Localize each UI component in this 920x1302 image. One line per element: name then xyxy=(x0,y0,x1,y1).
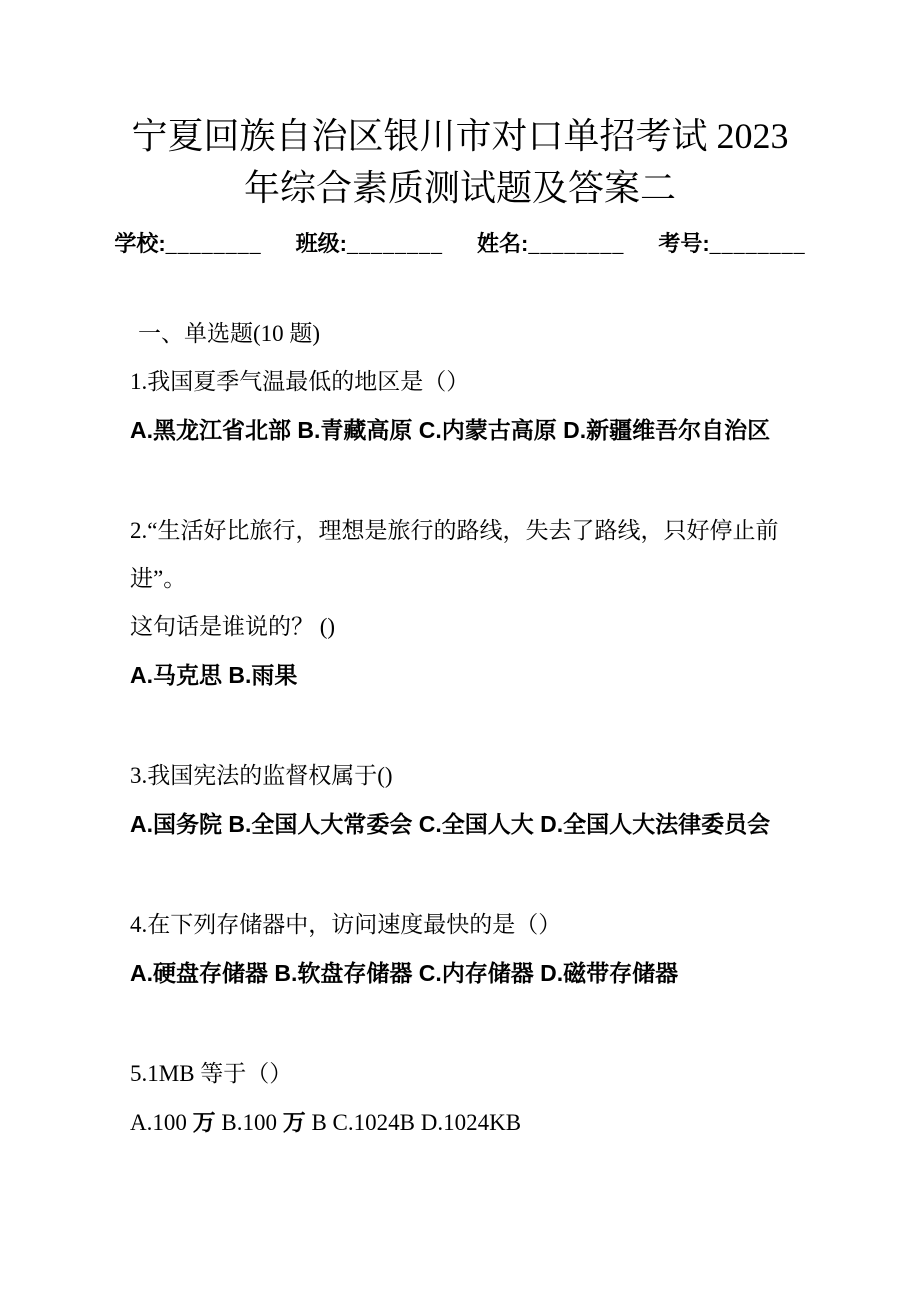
question-4-text: 4.在下列存储器中，访问速度最快的是（） xyxy=(130,912,562,937)
question-5 xyxy=(130,1050,790,1147)
question-5-text: 5.1MB 等于（） xyxy=(130,1061,293,1086)
document-title-line-1: 宁夏回族自治区银川市对口单招考试 2023 xyxy=(131,116,789,156)
question-1-options xyxy=(130,406,790,455)
exam-number-field xyxy=(658,224,805,264)
exam-number-field-label: 考号: xyxy=(658,231,710,256)
school-field xyxy=(114,224,261,264)
question-3 xyxy=(130,752,790,849)
question-2-text-line-2: 这句话是谁说的？ () xyxy=(130,614,336,639)
question-5-options-segment-1: A.100 xyxy=(130,1110,193,1135)
document-title-line-2: 年综合素质测试题及答案二 xyxy=(243,168,676,208)
name-field xyxy=(477,224,624,264)
question-4-options xyxy=(130,949,790,998)
section-heading: 一、单选题(10 题) xyxy=(138,321,321,346)
exam-number-field-blank: ________ xyxy=(709,231,806,256)
question-section xyxy=(130,310,790,1147)
question-5-options-segment-2: 万 xyxy=(192,1109,216,1135)
school-field-label: 学校: xyxy=(114,231,166,256)
question-5-options-segment-5: B C.1024B D.1024KB xyxy=(305,1110,522,1135)
question-2 xyxy=(130,507,790,700)
question-1 xyxy=(130,358,790,455)
student-info-line xyxy=(0,224,920,264)
question-1-options-text: A.黑龙江省北部 B.青藏高原 C.内蒙古高原 D.新疆维吾尔自治区 xyxy=(130,417,771,443)
name-field-label: 姓名: xyxy=(477,231,529,256)
class-field-blank: ________ xyxy=(347,231,443,256)
name-field-blank: ________ xyxy=(528,231,625,256)
question-2-text-line-1: 2.“生活好比旅行，理想是旅行的路线，失去了路线，只好停止前进”。 xyxy=(130,518,779,591)
question-1-text: 1.我国夏季气温最低的地区是（） xyxy=(130,369,470,394)
class-field-label: 班级: xyxy=(295,231,347,256)
question-3-options xyxy=(130,800,790,849)
question-3-options-text: A.国务院 B.全国人大常委会 C.全国人大 D.全国人大法律委员会 xyxy=(130,811,771,837)
question-2-options-text: A.马克思 B.雨果 xyxy=(130,662,298,688)
question-4 xyxy=(130,901,790,998)
question-3-text: 3.我国宪法的监督权属于() xyxy=(130,763,393,788)
question-5-options-segment-4: 万 xyxy=(282,1109,306,1135)
class-field xyxy=(296,224,443,264)
question-5-options-segment-3: B.100 xyxy=(215,1110,283,1135)
question-2-options xyxy=(130,651,790,700)
document-title xyxy=(70,110,850,214)
school-field-blank: ________ xyxy=(165,231,262,256)
question-4-options-text: A.硬盘存储器 B.软盘存储器 C.内存储器 D.磁带存储器 xyxy=(130,960,679,986)
question-5-options xyxy=(130,1098,790,1147)
